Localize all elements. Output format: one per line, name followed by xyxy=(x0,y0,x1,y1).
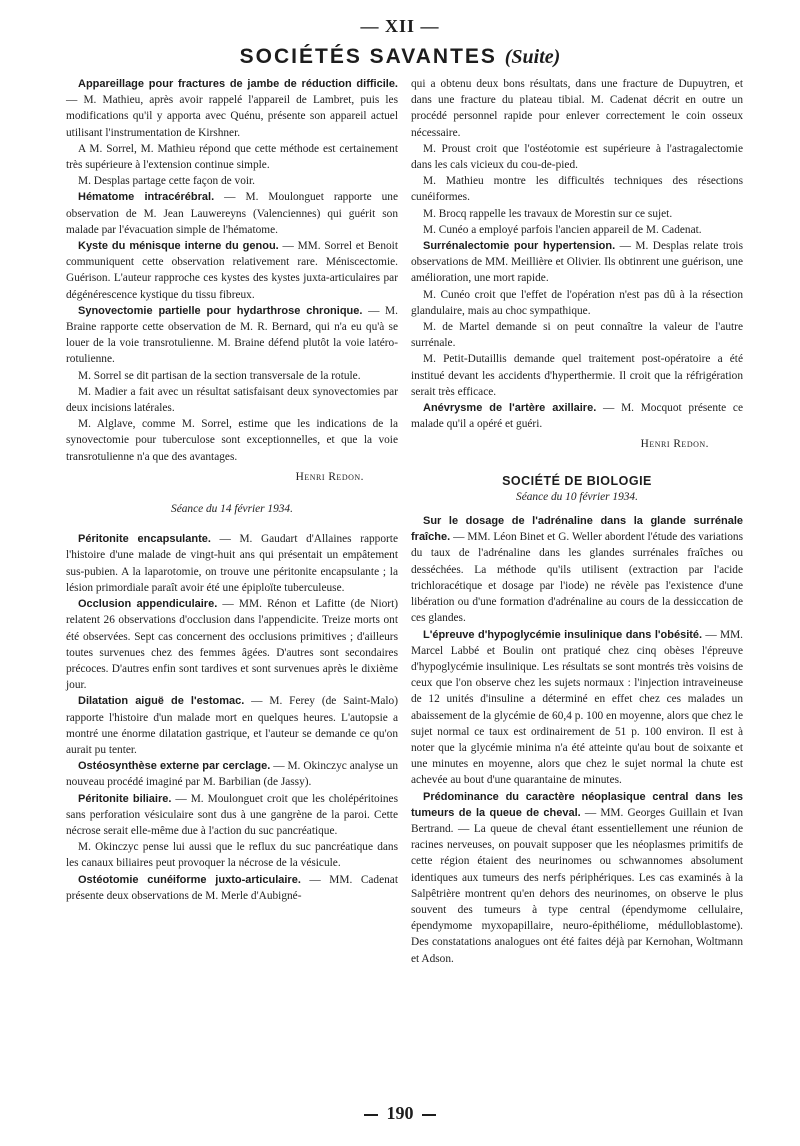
folio xyxy=(0,1103,800,1124)
page-number: — XII — xyxy=(360,16,440,36)
paragraph xyxy=(66,238,398,303)
paragraph xyxy=(411,222,743,238)
paragraph xyxy=(411,400,743,432)
paragraph-heading: Kyste du ménisque interne du genou. xyxy=(78,240,279,253)
left-paragraphs-2 xyxy=(66,531,398,904)
paragraph-text: M. Cunéo croit que l'effet de l'opération n'est pas dû à la résection glandulaire, mais au choc sympathique. xyxy=(411,288,743,317)
paragraph xyxy=(66,384,398,416)
paragraph-text: — M. Ferey (de Saint-Malo) rapporte l'histoire d'un malade mort en quelques heures. L'autopsie a montré une énorme dilatation gastrique, et l'auteur se demande ce qu'on aurait pu tenter. xyxy=(66,695,399,756)
paragraph-text: M. Mathieu montre les difficultés techniques des résections cunéiformes. xyxy=(411,175,743,204)
paragraph-text: M. de Martel demande si on peut connaître la valeur de l'autre surrénale. xyxy=(411,321,743,350)
paragraph xyxy=(66,791,398,840)
folio-dash xyxy=(364,1114,378,1116)
paragraph-heading: Hématome intracérébral. xyxy=(78,191,215,204)
seance-heading: Séance du 14 février 1934. xyxy=(171,503,293,516)
paragraph-text: — M. Okinczyc analyse un nouveau procédé imaginé par M. Barbilian (de Jassy). xyxy=(66,760,398,789)
paragraph-text: M. Sorrel se dit partisan de la section transversale de la rotule. xyxy=(78,369,361,382)
paragraph xyxy=(411,351,743,400)
page-title xyxy=(0,45,800,69)
paragraph-text: M. Okinczyc pense lui aussi que le reflux du suc pancréatique dans les canaux biliaires peut provoquer la nécrose de la vésicule. xyxy=(66,841,398,870)
paragraph xyxy=(66,839,398,871)
paragraph xyxy=(411,319,743,351)
paragraph-text: M. Cunéo a employé parfois l'ancien appareil de M. Cadenat. xyxy=(423,223,702,236)
right-column xyxy=(411,76,743,967)
paragraph xyxy=(66,76,398,141)
paragraph-text: M. Brocq rappelle les travaux de Morestin sur ce sujet. xyxy=(423,207,673,220)
paragraph-text: M. Desplas partage cette façon de voir. xyxy=(78,175,256,188)
section-title-biologie: SOCIÉTÉ DE BIOLOGIE xyxy=(502,473,652,488)
paragraph-text: M. Proust croit que l'ostéotomie est supérieure à l'astragalectomie dans les cals vicieux du cou-de-pied. xyxy=(411,142,743,172)
paragraph xyxy=(411,789,743,967)
folio-number: 190 xyxy=(386,1103,414,1123)
paragraph-text: — M. Moulonguet rapporte une observation de M. Jean Lauwereyns (Valenciennes) qui guérit son malade par l'évacuation simple de l'hématome. xyxy=(66,191,398,236)
paragraph-heading: Ostéotomie cunéiforme juxto-articulaire. xyxy=(78,873,301,886)
paragraph xyxy=(411,173,743,205)
paragraph xyxy=(66,189,398,238)
paragraph-heading: Prédominance du caractère néoplasique central dans les tumeurs de la queue de cheval. xyxy=(411,790,743,819)
paragraph xyxy=(66,368,398,384)
paragraph xyxy=(411,627,743,789)
paragraph-heading: Occlusion appendiculaire. xyxy=(78,598,218,611)
paragraph xyxy=(66,303,398,368)
paragraph-text: — M. Mocquot présente ce malade qu'il a opéré et guéri. xyxy=(411,402,743,431)
paragraph-heading: Dilatation aiguë de l'estomac. xyxy=(78,695,245,708)
paragraph xyxy=(66,173,398,189)
paragraph xyxy=(411,513,743,626)
paragraph-heading: Ostéosynthèse externe par cerclage. xyxy=(78,760,271,773)
paragraph-heading: Surrénalectomie pour hypertension. xyxy=(423,240,616,253)
paragraph-text: M. Petit-Dutaillis demande quel traitement post-opératoire a été institué devant les accidents d'hyperthermie. Il croit que la réfrigération serait très efficace. xyxy=(411,353,743,398)
paragraph-text: M. Madier a fait avec un résultat satisfaisant deux synovectomies par deux incisions latérales. xyxy=(66,385,398,415)
right-paragraphs xyxy=(411,76,743,432)
paragraph-text: — MM. Rénon et Lafitte (de Niort) relatent 26 observations d'occlusion dans l'appendicite. Treize morts ont été observées. Sept cas concernent des occlusions primitives ; d'ailleurs toutes survenues chez des femmes âgées. D'autres sont secondaires précoces. D'autres enfin sont tardives et sont survenues après le dixième jour. xyxy=(66,598,398,692)
paragraph-text: — M. Braine rapporte cette observation de M. R. Bernard, qui n'a eu qu'à se louer de la voie transrotulienne. M. Braine défend plutôt la voie latéro-rotulienne. xyxy=(66,304,398,366)
title-main: SOCIÉTÉS SAVANTES xyxy=(239,45,497,68)
paragraph-heading: Synovectomie partielle pour hydarthrose chronique. xyxy=(78,304,363,317)
seance-heading-biologie: Séance du 10 février 1934. xyxy=(516,490,638,503)
paragraph-heading: Sur le dosage de l'adrénaline dans la glande surrénale fraîche. xyxy=(411,515,743,544)
paragraph-heading: Péritonite encapsulante. xyxy=(78,533,211,546)
paragraph xyxy=(411,76,743,141)
paragraph xyxy=(411,206,743,222)
paragraph-text: M. Alglave, comme M. Sorrel, estime que les indications de la synovectomie pour tuberculose sont exceptionnelles, et que la voie transrotulienne n'a que des avantages. xyxy=(66,418,398,463)
paragraph-heading: Anévrysme de l'artère axillaire. xyxy=(423,402,597,415)
paragraph xyxy=(66,141,398,173)
paragraph-heading: L'épreuve d'hypoglycémie insulinique dans l'obésité. xyxy=(423,628,703,641)
paragraph-text: qui a obtenu deux bons résultats, dans une fracture de Dupuytren, et dans une fracture du plateau tibial. M. Cadenat décrit en outre un procédé personnel rapide pour enlever correctement le coin osseux nécessaire. xyxy=(411,78,743,139)
paragraph-text: — MM. Georges Guillain et Ivan Bertrand. — La queue de cheval étant essentiellement une réunion de racines nerveuses, on pouvait supposer que les néoplasmes primitifs de cette région étaient des neurinomes ou schwannomes absolument identiques aux tumeurs des nerfs périphériques. Les cas examinés à la Salpêtrière montrent qu'en dehors des neurinomes, on observe le plus souvent des tumeurs à type central (épendymome cellulaire, épendymome myxopapillaire, neuro-épithéliome, médulloblastome). Des constatations analogues ont été faites déjà par Kernohan, Woltmann et Adson. xyxy=(411,806,743,965)
paragraph-text: — MM. Sorrel et Benoit communiquent cette observation relativement rare. Méniscectomie. Guérison. L'auteur rapproche ces kystes des kystes juxta-articulaires par dégénérescence kystique du tissu fibreux. xyxy=(66,240,398,301)
paragraph xyxy=(411,141,743,173)
paragraph xyxy=(66,531,398,596)
paragraph-text: A M. Sorrel, M. Mathieu répond que cette méthode est certainement très supérieure à l'extension continue simple. xyxy=(66,142,398,172)
paragraph-heading: Péritonite biliaire. xyxy=(78,792,172,805)
paragraph-text: — MM. Cadenat présente deux observations de M. Merle d'Aubigné- xyxy=(66,873,398,902)
paragraph xyxy=(66,693,398,758)
paragraph xyxy=(66,596,398,693)
title-suite: (Suite) xyxy=(504,46,561,68)
paragraph-text: — M. Mathieu, après avoir rappelé l'appareil de Lambret, puis les modifications qu'il y apporta avec Quénu, présente son appareil actuel utilisant l'instrumentation de Kirshner. xyxy=(66,94,398,139)
paragraph xyxy=(411,287,743,319)
right-signature: Henri Redon. xyxy=(640,438,709,451)
paragraph xyxy=(66,758,398,790)
paragraph xyxy=(411,238,743,287)
paragraph-text: — MM. Marcel Labbé et Boulin ont pratiqué chez cinq obèses l'épreuve d'hypoglycémie insulinique. Les résultats se sont montrés très voisins de ceux que l'on observe chez les sujets normaux : l'injection intraveineuse de 12 unités d'insuline a déterminé en effet chez ces malades un abaissement de la glycémie de 60,4 p. 100 en moyenne, alors que chez le sujet normal ce taux est ordinairement de 51 p. 100 environ. Il est à noter que la glycémie minima n'a été atteinte qu'au bout de soixante et une minutes en moyenne, alors que chez le sujet normal la chute est achevée au bout d'une quarantaine de minutes. xyxy=(411,628,743,787)
folio-dash xyxy=(422,1114,436,1116)
left-signature: Henri Redon. xyxy=(295,470,364,483)
paragraph-text: — M. Gaudart d'Allaines rapporte l'histoire d'une malade de vingt-huit ans qui présentait un empâtement sus-pubien. A la laparotomie, on trouve une péritonite encapsulante ; la lésion primordiale paraît avoir été une épiploïte tuberculeuse. xyxy=(66,533,398,594)
paragraph-text: — M. Desplas relate trois observations de MM. Meillière et Olivier. Ils obtinrent une guérison, une amélioration, une mort rapide. xyxy=(411,240,744,285)
paragraph xyxy=(66,416,398,465)
left-column xyxy=(66,76,398,904)
paragraph-text: — MM. Léon Binet et G. Weller abordent l'étude des variations du taux de l'adrénaline dans les glandes surrénales fraîches ou desséchées. La méthode qu'ils utilisent (extraction par l'acide trichloracétique et dosage par l'iode) ne révèle pas l'existence d'une libération ou d'une formation d'adrénaline au cours de la dessiccation de ces glandes. xyxy=(411,531,743,625)
paragraph-text: — M. Moulonguet croit que les cholépéritoines sans perforation vésiculaire sont dus à une gangrène de la paroi. Cette nécrose serait elle-même due à l'action du suc pancréatique. xyxy=(66,792,398,837)
left-paragraphs xyxy=(66,76,398,465)
right-paragraphs-2 xyxy=(411,513,743,967)
paragraph-heading: Appareillage pour fractures de jambe de réduction difficile. xyxy=(78,78,398,90)
paragraph xyxy=(66,872,398,904)
